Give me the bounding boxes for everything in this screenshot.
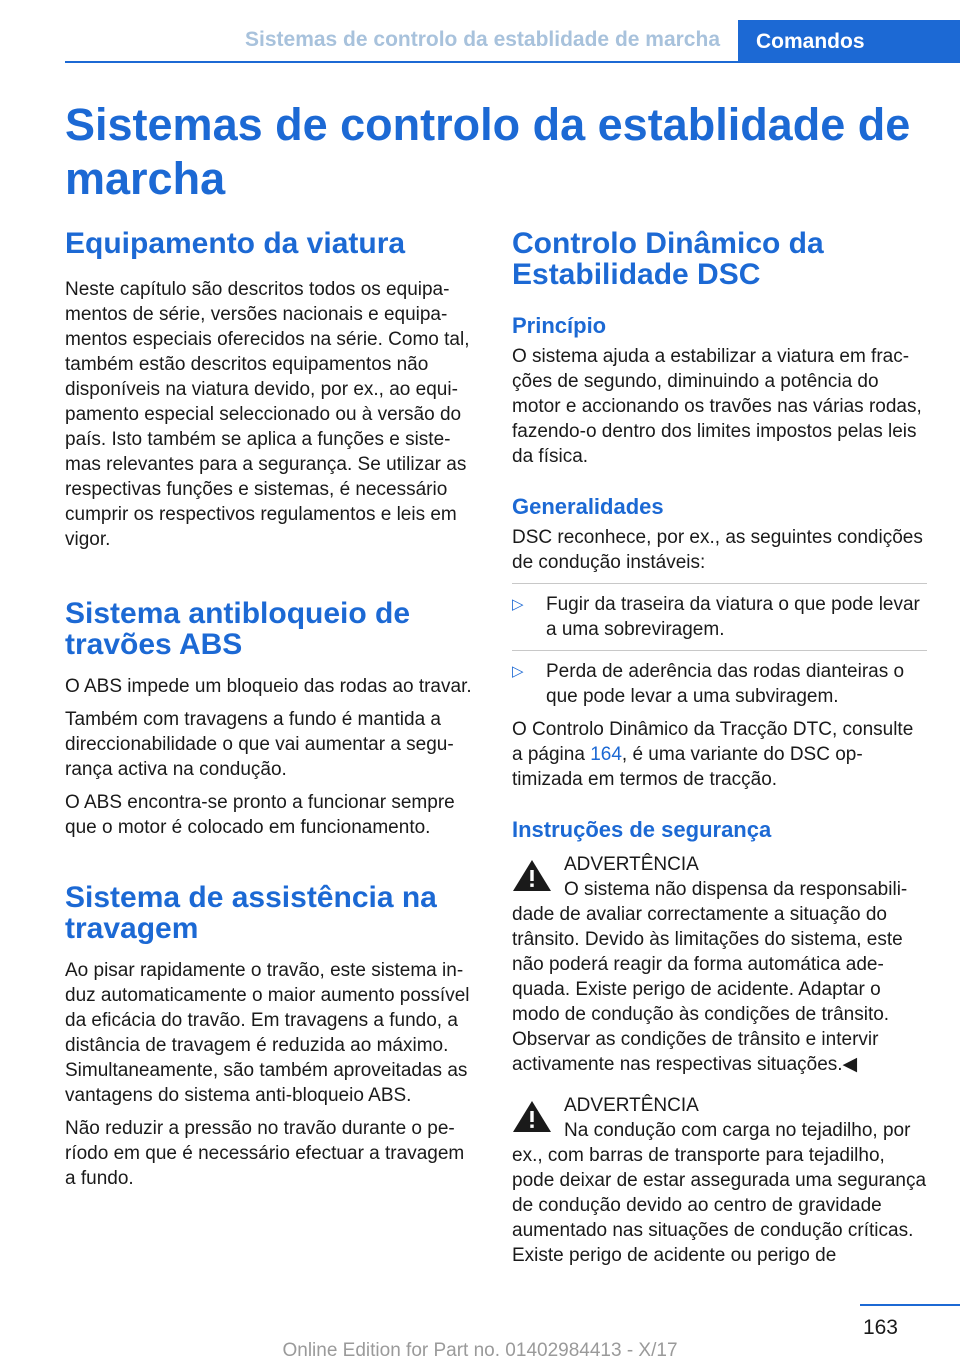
equipment-heading: Equipamento da viatura <box>65 227 406 260</box>
warning-triangle-icon <box>512 1099 552 1133</box>
triangle-bullet-icon: ▷ <box>512 596 524 613</box>
abs-paragraph-1: O ABS impede um bloqueio das rodas ao travar. <box>65 676 472 697</box>
list-item <box>512 592 927 642</box>
dtc-text-before: O Controlo Dinâmico da Tracção DTC, consulte a página <box>512 719 914 765</box>
warning-block-2 <box>512 1093 927 1268</box>
page-header <box>0 0 960 62</box>
footer-rule <box>860 1304 960 1306</box>
list-item <box>512 659 927 709</box>
warning-block-1 <box>512 852 927 1077</box>
page-footer <box>0 1300 960 1362</box>
brake-assist-paragraph-2: Não reduzir a pressão no travão durante o período em que é necessário efectuar a travagem a fundo. <box>65 1118 465 1189</box>
warning-title: ADVERTÊNCIA <box>564 1095 699 1116</box>
dtc-text <box>512 717 927 792</box>
condition-list <box>512 659 927 709</box>
warning-text: O sistema não dispensa da responsabilidade de avaliar correctamente a situação do trânsito. Devido às limitações do sistema, este não poderá reagir da forma automática adequada. Existe perigo de acidente. Adaptar o modo de condução às condições de trânsito. Observar as condições de trânsito e intervir activamente nas respectivas situações.◀ <box>512 879 908 1075</box>
header-chapter-tab[interactable]: Comandos <box>738 20 960 62</box>
brake-assist-heading: Sistema de assistência na travagem <box>65 881 437 945</box>
abs-heading: Sistema antibloqueio de travões ABS <box>65 597 411 661</box>
header-rule <box>65 61 960 63</box>
principle-text: O sistema ajuda a estabilizar a viatura em fracções de segundo, diminuindo a potência do motor e accionando os travões nas várias rodas, fazendo-o dentro dos limites impostos pelas leis da física. <box>512 346 922 467</box>
abs-paragraph-3: O ABS encontra-se pronto a funcionar sempre que o motor é colocado em funcionamento. <box>65 792 455 838</box>
safety-heading: Instruções de segurança <box>512 817 772 842</box>
header-section-title: Sistemas de controlo da establidade de marcha <box>245 28 720 51</box>
dtc-text-after: , é uma variante do DSC optimizada em termos de tracção. <box>512 744 863 790</box>
left-column <box>65 228 480 1191</box>
principle-heading: Princípio <box>512 313 607 338</box>
right-column <box>512 228 927 1268</box>
warning-triangle-icon <box>512 858 552 892</box>
dsc-heading: Controlo Dinâmico da Estabilidade DSC <box>512 227 824 291</box>
warning-text: Na condução com carga no tejadilho, por ex., com barras de transporte para tejadilho, pode deixar de estar assegurada uma segurança de condução devido ao centro de gravidade aumentado nas situações de condução críticas. Existe perigo de acidente ou perigo de <box>512 1120 927 1266</box>
general-heading: Generalidades <box>512 494 664 519</box>
brake-assist-paragraph-1: Ao pisar rapidamente o travão, este sistema induz automaticamente o maior aumento possível da eficácia do travão. Em travagens a fundo, a distância de travagem é reduzida ao máximo. Simultaneamente, são também aproveitadas as vantagens do sistema anti-bloqueio ABS. <box>65 960 470 1106</box>
list-item-text: Perda de aderência das rodas dianteiras o que pode levar a uma subviragem. <box>546 661 905 707</box>
warning-title: ADVERTÊNCIA <box>564 854 699 875</box>
list-divider <box>512 583 927 584</box>
page-title: Sistemas de controlo da establidade de marcha <box>65 99 911 204</box>
edition-note: Online Edition for Part no. 01402984413 - X/17 <box>282 1340 678 1361</box>
condition-list <box>512 592 927 642</box>
triangle-bullet-icon: ▷ <box>512 663 524 680</box>
page-link[interactable]: 164 <box>590 744 622 765</box>
page-number: 163 <box>862 1316 898 1339</box>
equipment-text: Neste capítulo são descritos todos os equipamentos de série, versões nacionais e equipamentos especiais oferecidos na série. Como tal, também estão descritos equipamentos não disponíveis na viatura devido, por ex., ao equipamento especial seleccionado ou à versão do país. Isto também se aplica a funções e sistemas relevantes para a segurança. Se utilizar as respectivas funções e sistemas, é necessário cumprir os respectivos regulamentos e leis em vigor. <box>65 279 470 550</box>
list-item-text: Fugir da traseira da viatura o que pode levar a uma sobreviragem. <box>546 594 920 640</box>
list-divider <box>512 650 927 651</box>
general-text: DSC reconhece, por ex., as seguintes condições de condução instáveis: <box>512 527 923 573</box>
abs-paragraph-2: Também com travagens a fundo é mantida a direccionabilidade o que vai aumentar a segurança activa na condução. <box>65 709 454 780</box>
